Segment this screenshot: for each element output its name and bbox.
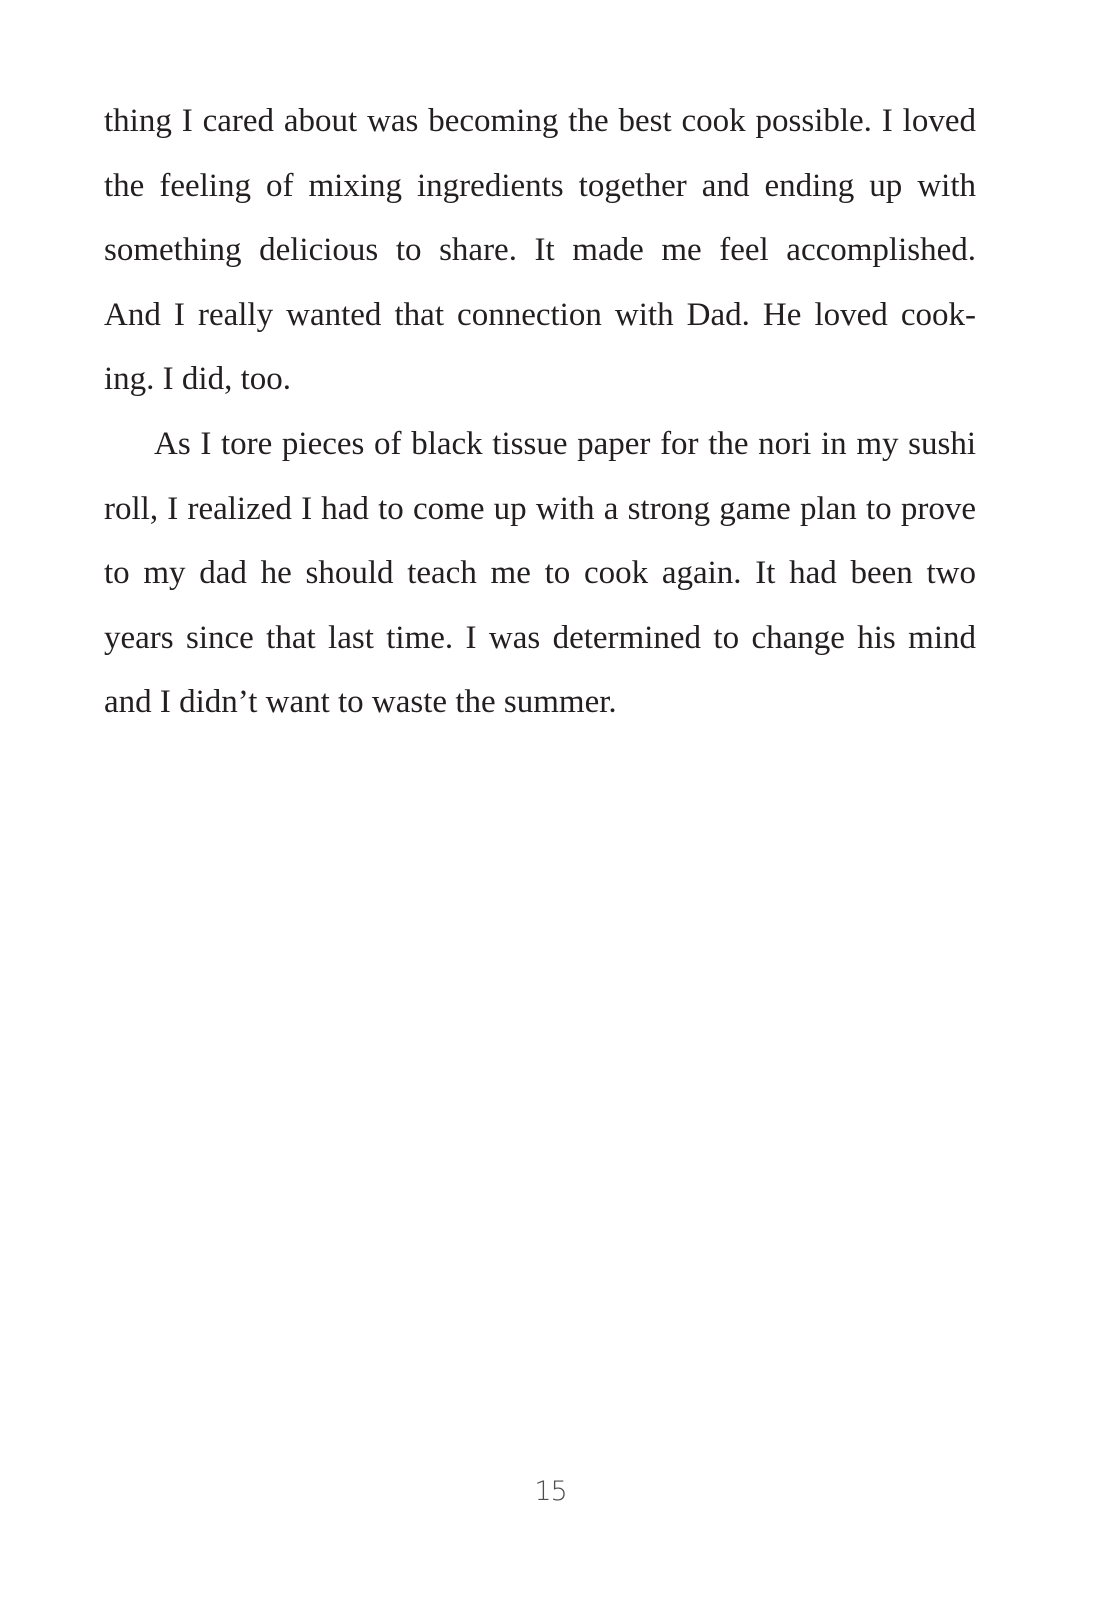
text-line: years since that last time. I was determined to change his mind [104, 619, 976, 656]
page-number: 15 [534, 1476, 567, 1507]
paragraph-1 [104, 89, 976, 412]
text-line: roll, I realized I had to come up with a strong game plan to prove [104, 490, 976, 527]
text-line: ing. I did, too. [104, 361, 291, 398]
text-line: thing I cared about was becoming the best cook possible. I loved [104, 103, 976, 139]
text-line: to my dad he should teach me to cook again. It had been two [104, 555, 976, 592]
text-line: As I tore pieces of black tissue paper for the nori in my sushi [154, 425, 976, 462]
text-line: And I really wanted that connection with Dad. He loved cook- [104, 296, 976, 333]
paragraph-2 [104, 412, 976, 735]
text-line: and I didn’t want to waste the summer. [104, 684, 617, 721]
text-line: something delicious to share. It made me feel accomplished. [104, 232, 976, 269]
text-line: the feeling of mixing ingredients together and ending up with [104, 167, 976, 204]
body-text [104, 89, 976, 735]
